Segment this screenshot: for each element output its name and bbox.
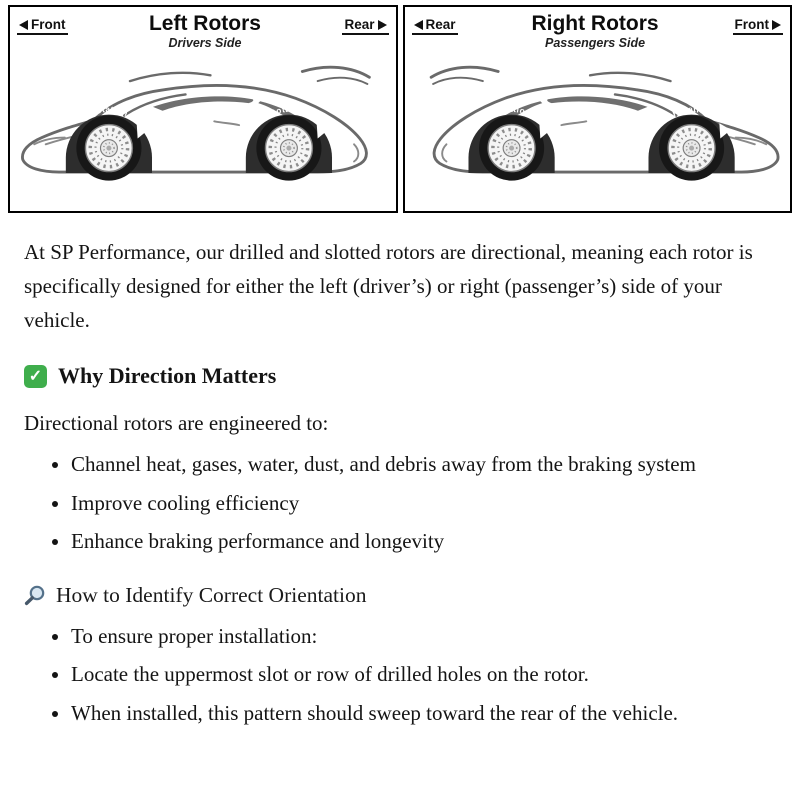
list-item: • To ensure proper installation:: [71, 620, 776, 654]
direction-text: Front: [734, 17, 769, 32]
magnifier-icon: [24, 584, 46, 606]
check-icon: ✓: [24, 365, 47, 388]
list-item: • Improve cooling efficiency: [71, 487, 776, 521]
article-body: [0, 213, 800, 748]
orientation-heading: [24, 583, 776, 608]
panel-title: Left Rotors: [148, 12, 261, 35]
why-direction-heading: [24, 363, 776, 389]
engineered-lead: Directional rotors are engineered to:: [24, 411, 329, 436]
arrow-left-icon: [414, 20, 423, 30]
rear-direction-label: [342, 16, 388, 35]
front-direction-label: [733, 16, 784, 35]
list-item: • Locate the uppermost slot or row of drilled holes on the rotor.: [71, 658, 776, 692]
left-panel-header: [17, 12, 389, 51]
rear-direction-label: [412, 16, 458, 35]
arrow-right-icon: [378, 20, 387, 30]
arrow-right-icon: [772, 20, 781, 30]
heading-text: How to Identify Correct Orientation: [56, 582, 367, 607]
panel-subtitle: Drivers Side: [168, 36, 242, 51]
list-item: • Channel heat, gases, water, dust, and debris away from the braking system: [71, 448, 776, 482]
panel-title: Right Rotors: [531, 12, 659, 35]
arrow-left-icon: [19, 20, 28, 30]
right-rotors-panel: [403, 5, 793, 213]
direction-text: Front: [31, 17, 66, 32]
list-item: • When installed, this pattern should sweep toward the rear of the vehicle.: [71, 697, 776, 731]
list-item: • Enhance braking performance and longevity: [71, 525, 776, 559]
right-car-illustration: [412, 52, 784, 204]
heading-text: Why Direction Matters: [58, 363, 277, 389]
panel-subtitle: Passengers Side: [544, 36, 646, 51]
direction-text: Rear: [344, 17, 375, 32]
right-panel-titles: [531, 12, 658, 51]
orientation-list: [24, 620, 776, 731]
right-panel-header: [412, 12, 784, 51]
left-car-illustration: [17, 52, 389, 204]
intro-paragraph: At SP Performance, our drilled and slotted rotors are directional, meaning each rotor is specifically designed for either the left (driver’s) or right (passenger’s) side of your vehicle.: [24, 240, 753, 333]
why-direction-list: [24, 448, 776, 559]
left-rotors-panel: [8, 5, 398, 213]
direction-text: Rear: [425, 17, 456, 32]
rotor-direction-diagram: [8, 5, 792, 213]
front-direction-label: [17, 16, 68, 35]
left-panel-titles: [149, 12, 261, 51]
